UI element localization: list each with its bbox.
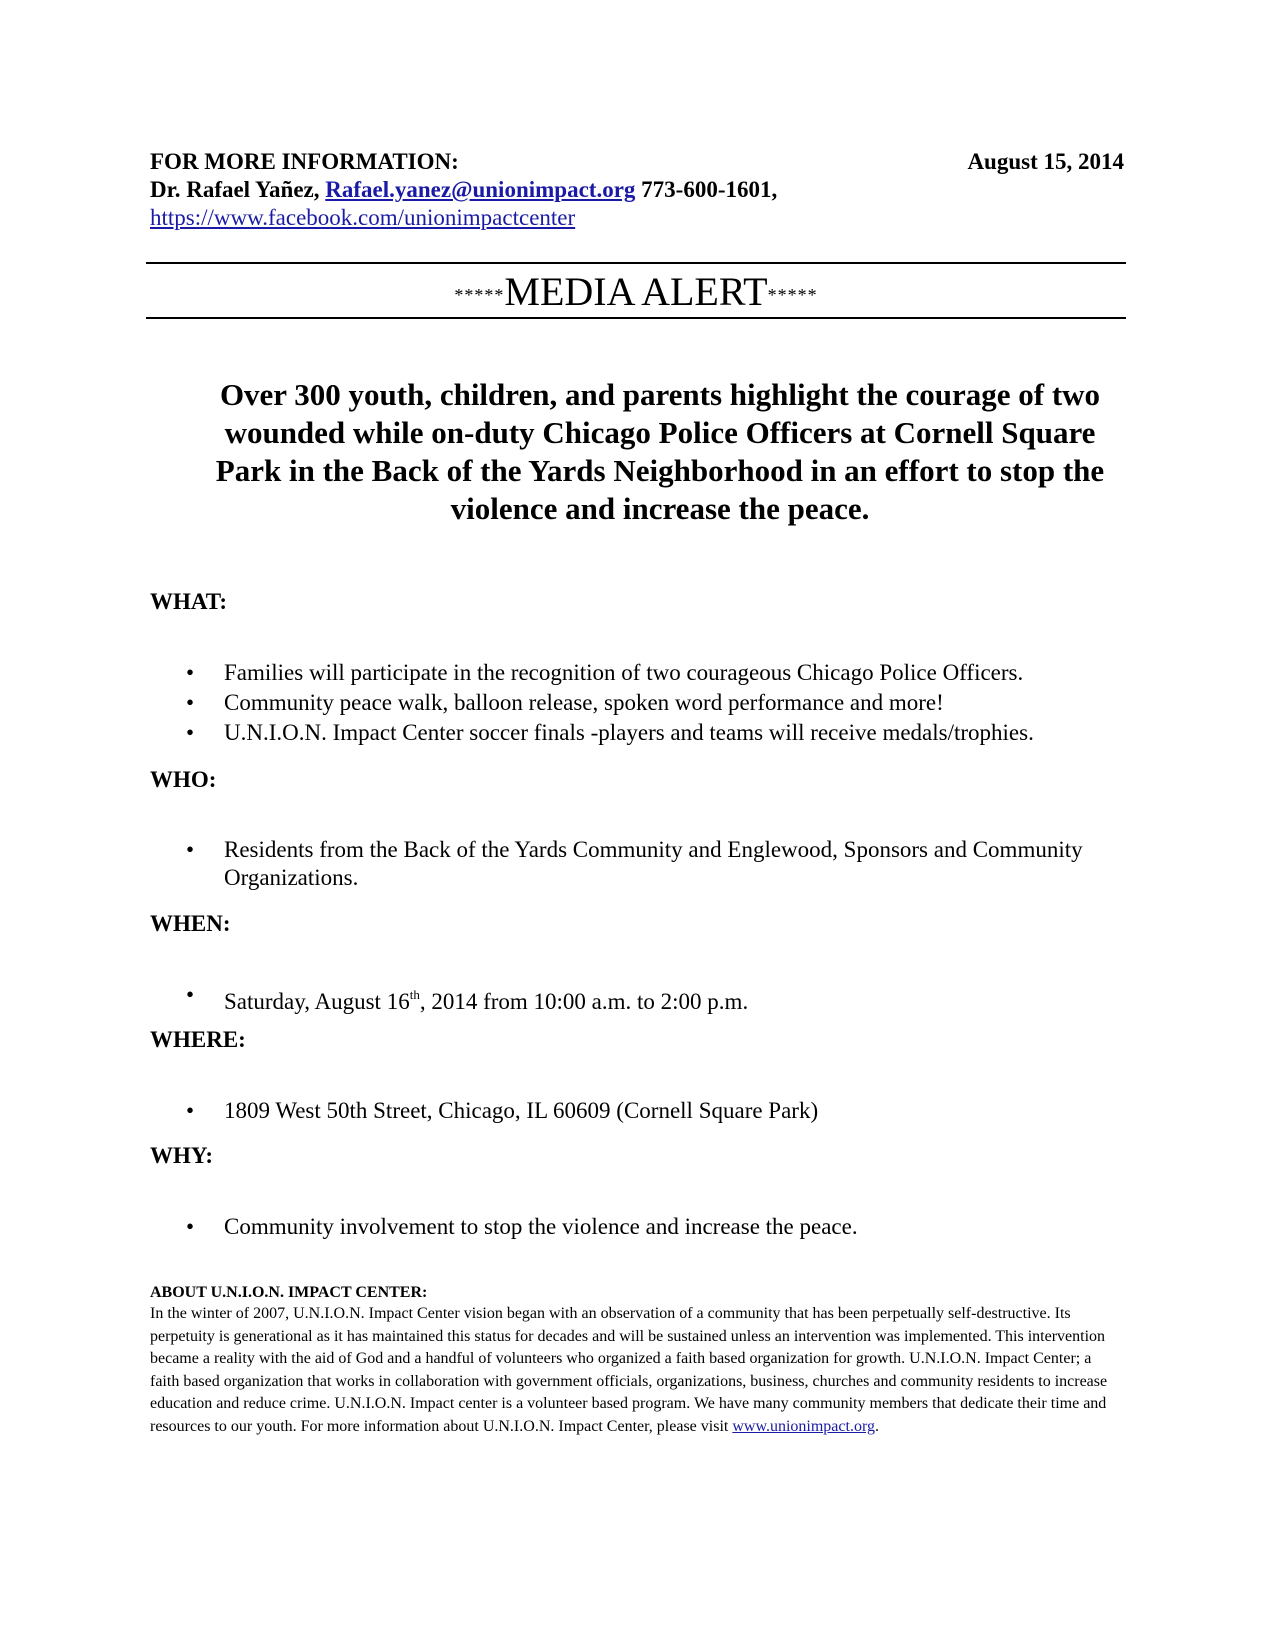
when-item [150,980,1084,1017]
why-label: WHY: [150,1143,214,1168]
about-body [150,1303,1120,1439]
about-title: ABOUT U.N.I.O.N. IMPACT CENTER: [150,1284,428,1301]
who-label: WHO: [150,767,217,792]
who-item [150,836,1084,892]
bullet-icon: • [186,1098,195,1123]
why-section [150,1142,1120,1242]
what-item-text: Community peace walk, balloon release, spoken word performance and more! [224,690,944,715]
bullet-icon: • [186,690,195,715]
where-item-text: 1809 West 50th Street, Chicago, IL 60609 (Cornell Square Park) [224,1098,819,1123]
stars-right: ***** [767,285,818,305]
what-item [150,718,1084,748]
what-item [150,688,1084,718]
about-text: In the winter of 2007, U.N.I.O.N. Impact Center vision began with an observation of a community that has been perpetually self-destructive. Its perpetuity is generational as it has maintained this status for decades and will be sustained unless an intervention was implemented. This intervention became a reality with the aid of God and a handful of volunteers who organized a faith based organization for growth. U.N.I.O.N. Impact Center; a faith based organization that works in collaboration with government officials, organizations, business, churches and community residents to increase education and reduce crime. U.N.I.O.N. Impact center is a volunteer based program. We have many community members that dedicate their time and resources to our youth. For more information about U.N.I.O.N. Impact Center, please visit [150,1305,1108,1435]
headline: Over 300 youth, children, and parents highlight the courage of two wounded while on-duty Chicago Police Officers at Cornell Square Park in the Back of the Yards Neighborhood in an effort to stop the violence and increase the peace. [215,377,1105,526]
when-section [150,910,1120,1017]
bottom-divider [146,317,1126,319]
who-item-text: Residents from the Back of the Yards Community and Englewood, Sponsors and Community Organizations. [224,837,1083,890]
who-section [150,766,1120,892]
bullet-icon: • [186,837,195,862]
website-link[interactable]: www.unionimpact.org [732,1417,875,1435]
where-label: WHERE: [150,1027,246,1052]
about-end: . [875,1417,879,1435]
contact-email-link[interactable]: Rafael.yanez@unionimpact.org [325,177,636,202]
about-section [150,1283,1120,1439]
ordinal-suffix: th [409,987,420,1002]
more-info-label: FOR MORE INFORMATION: [150,149,459,174]
what-item [150,658,1084,688]
what-item-text: Families will participate in the recognition of two courageous Chicago Police Officers. [224,660,1024,685]
media-alert-text: MEDIA ALERT [504,269,768,314]
bullet-icon: • [186,1214,195,1239]
what-item-text: U.N.I.O.N. Impact Center soccer finals -players and teams will receive medals/trophies. [224,720,1034,745]
facebook-link[interactable]: https://www.facebook.com/unionimpactcenter [150,205,576,230]
top-divider [146,262,1126,264]
when-date-prefix: Saturday, August 16 [224,989,410,1014]
bullet-icon: • [186,982,195,1007]
why-item-text: Community involvement to stop the violence and increase the peace. [224,1214,858,1239]
when-date-suffix: , 2014 from 10:00 a.m. to 2:00 p.m. [419,989,749,1014]
release-date: August 15, 2014 [967,149,1124,174]
where-item [150,1096,1084,1126]
bullet-icon: • [186,660,195,685]
what-label: WHAT: [150,589,228,614]
media-alert-title [146,268,1126,319]
contact-name: Dr. Rafael Yañez, [150,177,320,202]
contact-header [150,148,1124,232]
when-label: WHEN: [150,911,231,936]
what-section [150,588,1120,748]
bullet-icon: • [186,720,195,745]
contact-phone: 773-600-1601, [641,177,778,202]
stars-left: ***** [454,285,505,305]
why-item [150,1212,1084,1242]
where-section [150,1026,1120,1126]
